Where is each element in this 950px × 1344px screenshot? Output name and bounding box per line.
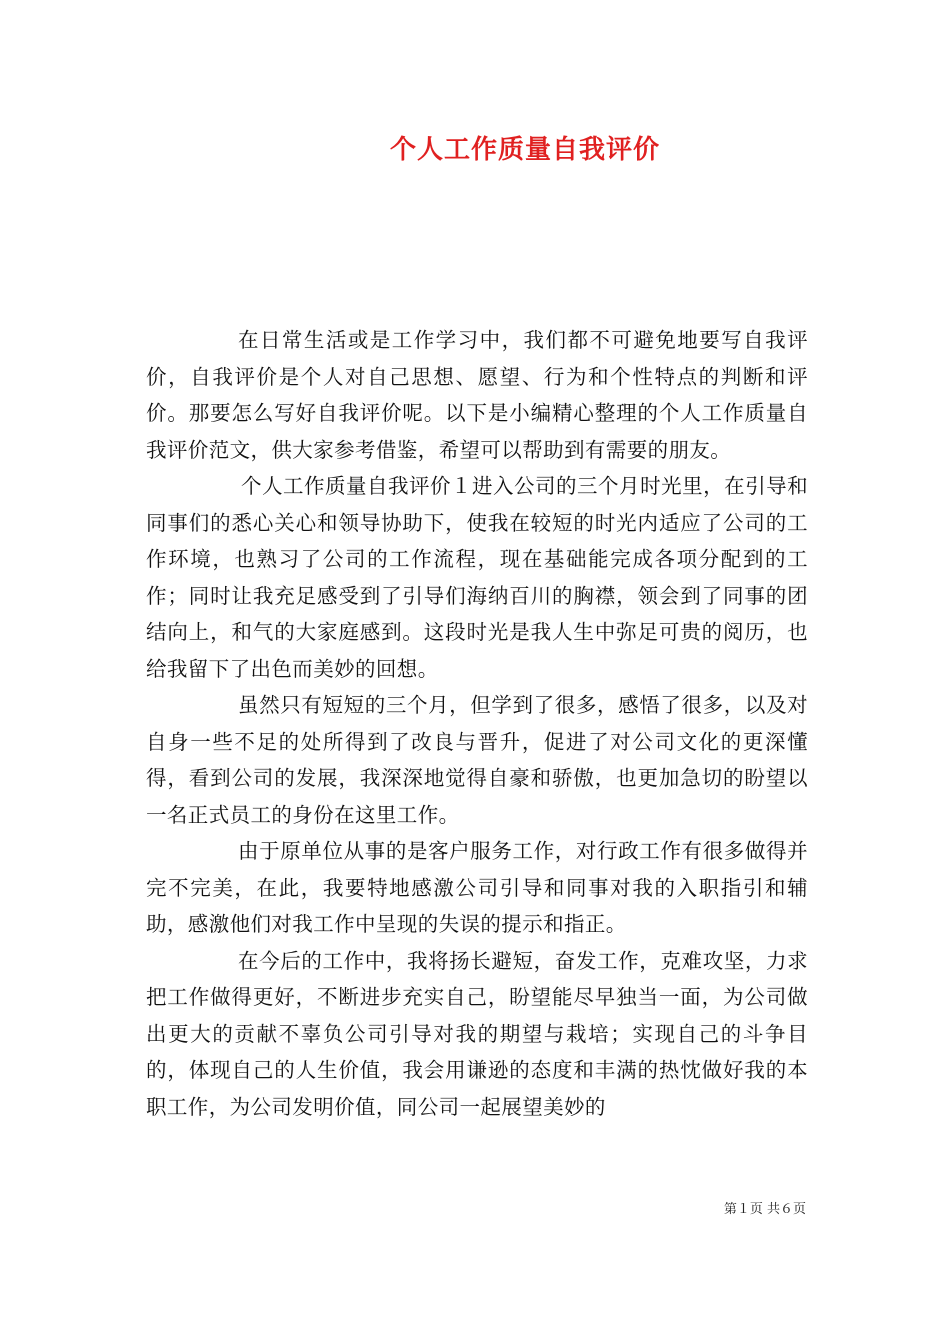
paragraph-1: 个人工作质量自我评价１进入公司的三个月时光里，在引导和同事们的悉心关心和领导协助下，使我在较短的时光内适应了公司的工作环境，也熟习了公司的工作流程，现在基础能完成各项分配到的工作；同时让我充足感受到了引导们海纳百川的胸襟，领会到了同事的团结向上，和气的大家庭感到。这段时光是我人生中弥足可贵的阅历，也给我留下了出色而美妙的回想。 <box>146 474 808 681</box>
document-body <box>146 322 808 1125</box>
paragraph-4: 在今后的工作中，我将扬长避短，奋发工作，克难攻坚，力求把工作做得更好，不断进步充实自己，盼望能尽早独当一面，为公司做出更大的贡献不辜负公司引导对我的期望与栽培；实现自己的斗争目的，体现自己的人生价值，我会用谦逊的态度和丰满的热忱做好我的本职工作，为公司发明价值，同公司一起展望美妙的 <box>146 948 808 1119</box>
page-number-footer: 第１页 共６页 <box>723 1202 806 1217</box>
document-title: 个人工作质量自我评价 <box>389 135 660 165</box>
paragraph-3: 由于原单位从事的是客户服务工作，对行政工作有很多做得并完不完美，在此，我要特地感激公司引导和同事对我的入职指引和辅助，感激他们对我工作中呈现的失误的提示和指正。 <box>146 839 808 936</box>
paragraph-intro: 在日常生活或是工作学习中，我们都不可避免地要写自我评价，自我评价是个人对自己思想、愿望、行为和个性特点的判断和评价。那要怎么写好自我评价呢。以下是小编精心整理的个人工作质量自我评价范文，供大家参考借鉴，希望可以帮助到有需要的朋友。 <box>146 328 808 462</box>
paragraph-2: 虽然只有短短的三个月，但学到了很多，感悟了很多，以及对自身一些不足的处所得到了改良与晋升，促进了对公司文化的更深懂得，看到公司的发展，我深深地觉得自豪和骄傲，也更加急切的盼望以一名正式员工的身份在这里工作。 <box>146 693 808 827</box>
